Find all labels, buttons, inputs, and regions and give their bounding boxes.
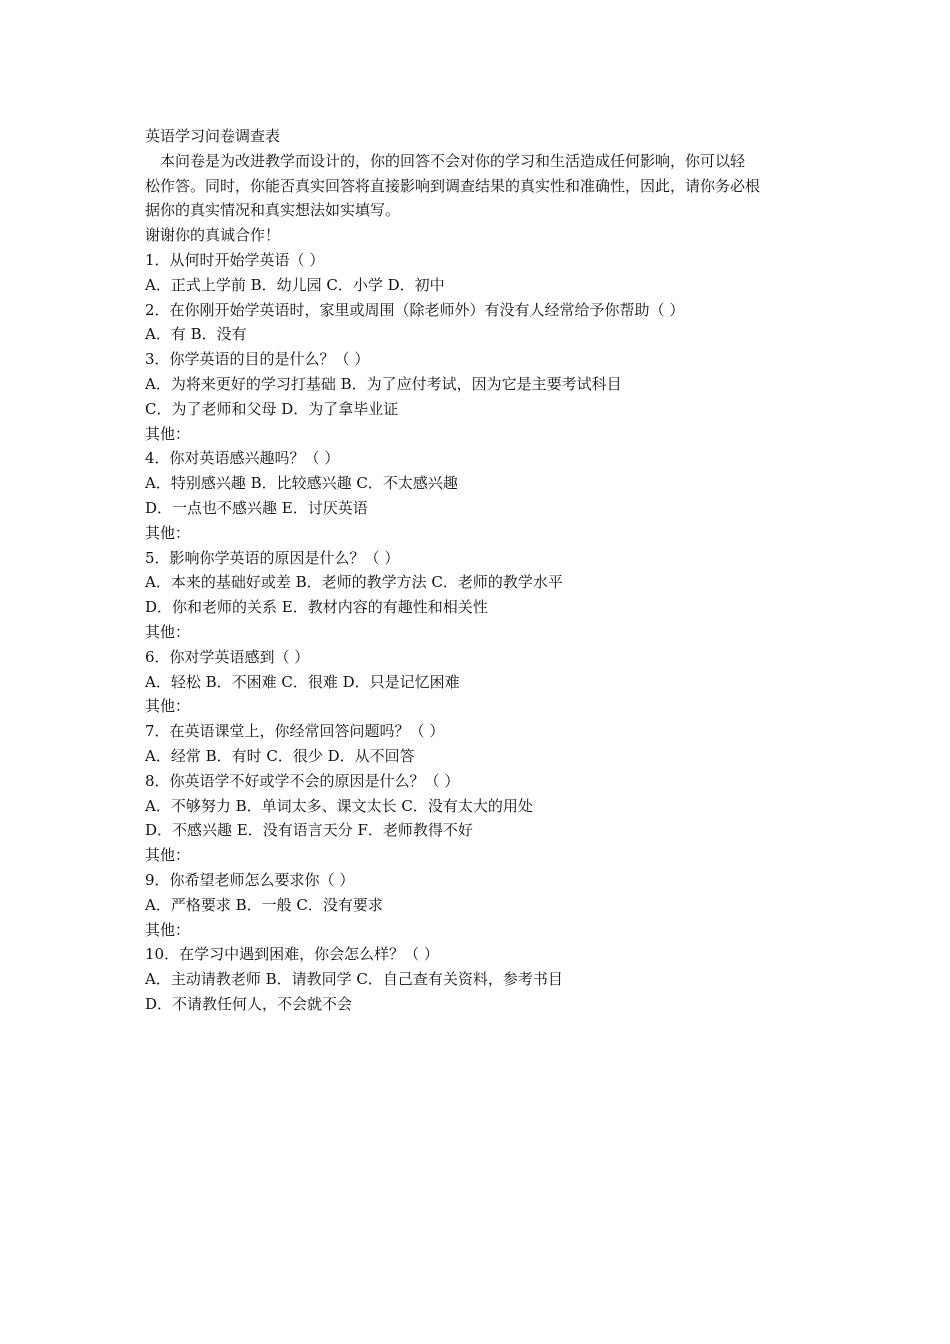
question-10-options-a-c: A．主动请教老师 B．请教同学 C．自己查有关资料，参考书目	[145, 970, 563, 989]
question-1-options: A．正式上学前 B．幼儿园 C．小学 D．初中	[145, 275, 445, 294]
question-5: 5．影响你学英语的原因是什么？（ ）	[145, 548, 400, 567]
question-8: 8．你英语学不好或学不会的原因是什么？（ ）	[145, 771, 460, 790]
question-4-options-a-c: A．特别感兴趣 B．比较感兴趣 C．不太感兴趣	[145, 474, 458, 493]
thanks-line: 谢谢你的真诚合作！	[145, 226, 281, 245]
document-title: 英语学习问卷调查表	[145, 127, 281, 145]
document-page	[145, 124, 810, 1017]
question-1: 1．从何时开始学英语（ ）	[145, 250, 325, 269]
question-6-options: A．轻松 B．不困难 C．很难 D．只是记忆困难	[145, 672, 460, 691]
question-9-other: 其他：	[145, 920, 191, 939]
question-8-other: 其他：	[145, 846, 191, 865]
question-5-other: 其他：	[145, 622, 191, 641]
intro-line-2: 松作答。同时，你能否真实回答将直接影响到调查结果的真实性和准确性，因此，请你务必根	[145, 176, 761, 195]
question-4: 4．你对英语感兴趣吗？（ ）	[145, 449, 340, 468]
question-9-options: A．严格要求 B．一般 C．没有要求	[145, 895, 383, 914]
question-10: 10．在学习中遇到困难，你会怎么样？（ ）	[145, 945, 439, 964]
question-6-other: 其他：	[145, 697, 191, 716]
question-4-other: 其他：	[145, 523, 191, 542]
question-7-options: A．经常 B．有时 C．很少 D．从不回答	[145, 746, 415, 765]
question-3: 3．你学英语的目的是什么？（ ）	[145, 350, 370, 369]
question-4-options-d-e: D．一点也不感兴趣 E．讨厌英语	[145, 498, 368, 517]
question-10-options-d: D．不请教任何人，不会就不会	[145, 994, 353, 1013]
question-6: 6．你对学英语感到（ ）	[145, 647, 310, 666]
question-5-options-a-c: A．本来的基础好或差 B．老师的教学方法 C．老师的教学水平	[145, 573, 563, 592]
question-3-other: 其他：	[145, 424, 191, 443]
question-8-options-d-f: D．不感兴趣 E．没有语言天分 F．老师教得不好	[145, 821, 473, 840]
question-3-options-a-b: A．为将来更好的学习打基础 B．为了应付考试，因为它是主要考试科目	[145, 374, 622, 393]
question-2: 2．在你刚开始学英语时，家里或周围（除老师外）有没有人经常给予你帮助（ ）	[145, 300, 685, 319]
question-8-options-a-c: A．不够努力 B．单词太多、课文太长 C．没有太大的用处	[145, 796, 533, 815]
question-3-options-c-d: C．为了老师和父母 D．为了拿毕业证	[145, 399, 399, 418]
question-7: 7．在英语课堂上，你经常回答问题吗？（ ）	[145, 722, 445, 741]
question-9: 9．你希望老师怎么要求你（ ）	[145, 870, 355, 889]
intro-line-3: 据你的真实情况和真实想法如实填写。	[145, 201, 401, 220]
question-2-options: A．有 B．没有	[145, 325, 247, 344]
question-5-options-d-e: D．你和老师的关系 E．教材内容的有趣性和相关性	[145, 598, 488, 617]
intro-line-1: 本问卷是为改进教学而设计的，你的回答不会对你的学习和生活造成任何影响，你可以轻	[160, 151, 746, 170]
